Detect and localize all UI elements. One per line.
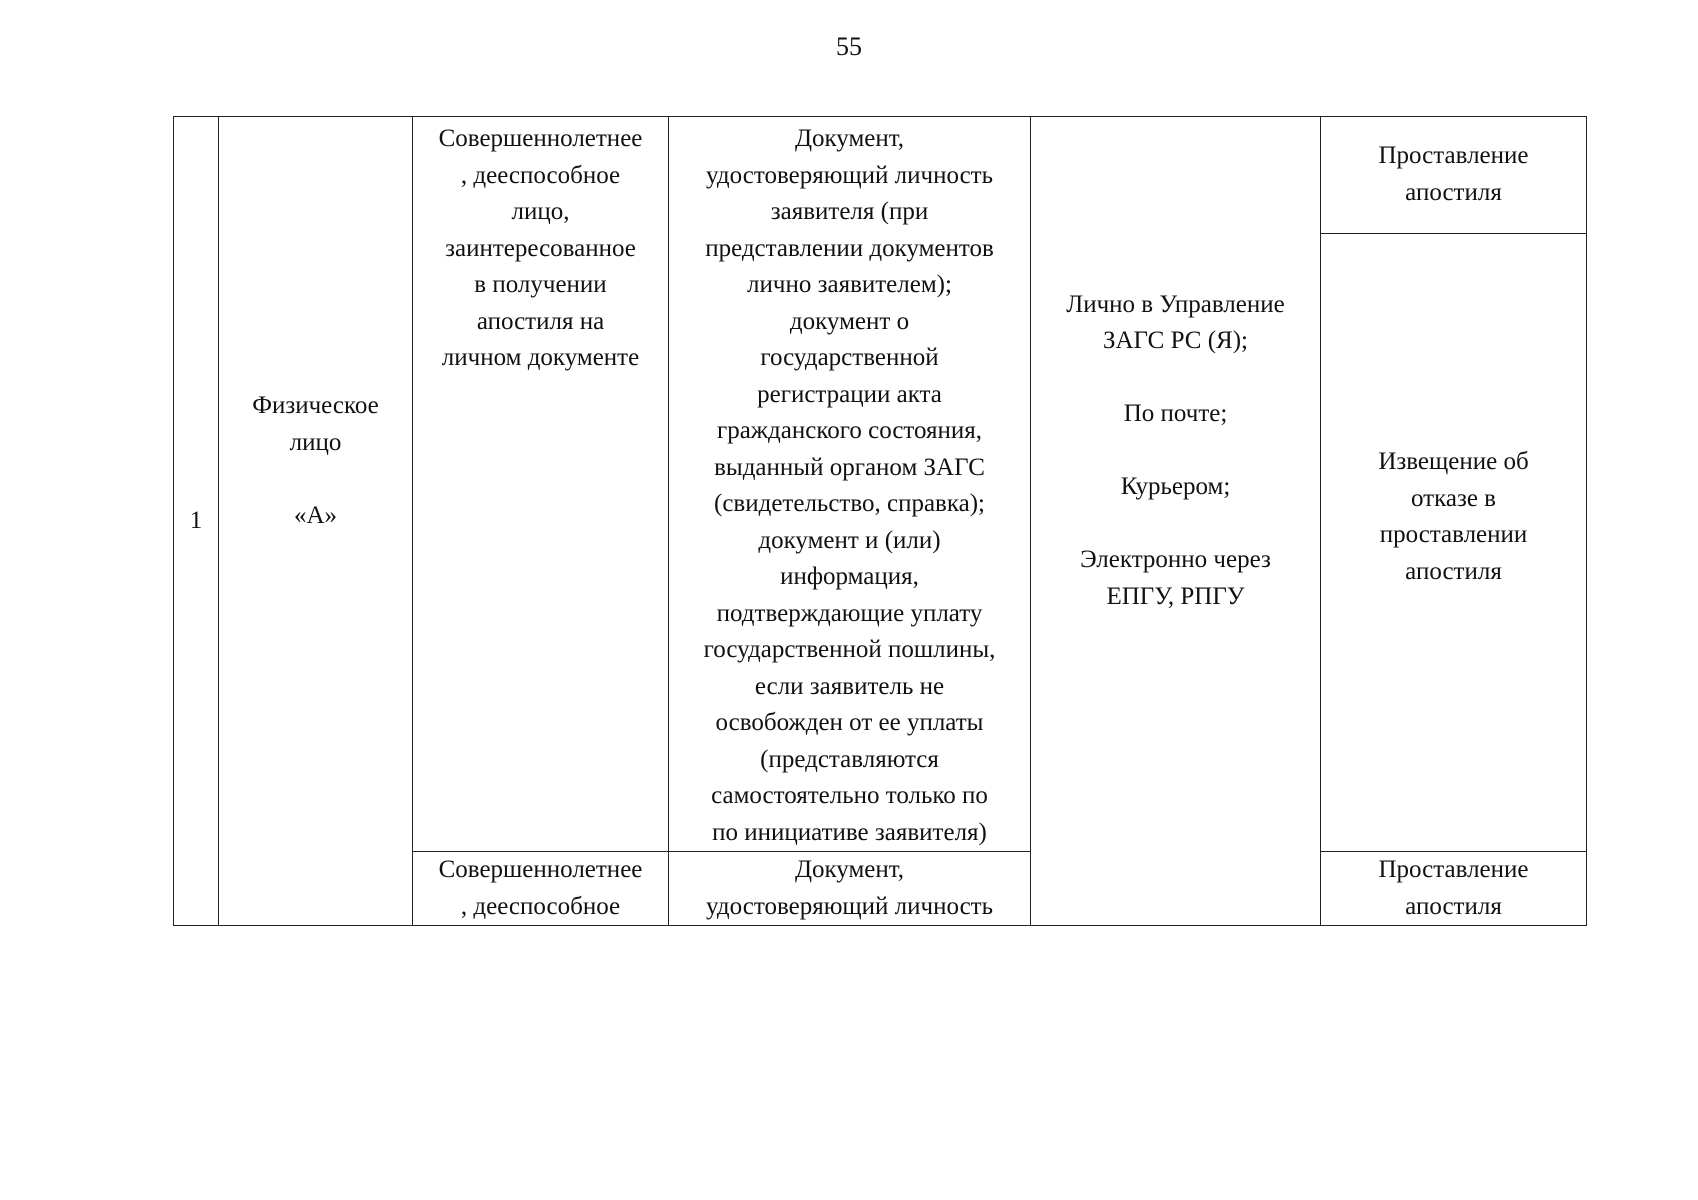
document-line: регистрации акта: [757, 380, 942, 408]
category-line: Совершеннолетнее: [438, 856, 643, 883]
category-cell: [413, 117, 669, 852]
submission-line: ЕПГУ, РПГУ: [1106, 582, 1245, 610]
document-line: документ и (или): [758, 526, 941, 554]
applicant-cell: [219, 117, 413, 926]
result-line: апостиля: [1405, 557, 1502, 585]
document-line: гражданского состояния,: [716, 417, 983, 444]
submission-line: Лично в Управление: [1066, 290, 1285, 318]
document-line: лично заявителем);: [747, 271, 952, 298]
submission-cell: [1031, 117, 1321, 926]
document-line: представлении документов: [705, 234, 994, 262]
result-line: проставлении: [1379, 521, 1528, 549]
document-line: (представляются: [760, 745, 939, 773]
category-line: лицо,: [511, 198, 570, 225]
result-line: Проставление: [1378, 856, 1529, 883]
submission-line: ЗАГС РС (Я);: [1102, 327, 1249, 355]
document-line: самостоятельно только по: [711, 782, 988, 809]
document-line: Документ,: [794, 125, 905, 152]
category-line: , дееспособное: [460, 161, 621, 189]
document-line: государственной пошлины,: [703, 636, 996, 663]
result-cell: [1321, 117, 1587, 234]
document-line: документ о: [789, 307, 910, 335]
result-line: Извещение об: [1378, 448, 1529, 476]
documents-cell: [669, 852, 1031, 926]
document-line: Документ,: [794, 856, 905, 883]
documents-cell: [669, 117, 1031, 852]
category-line: апостиля на: [476, 307, 605, 335]
row-number-cell: [174, 117, 219, 926]
document-line: если заявитель не: [754, 672, 945, 700]
document-line: освобожден от ее уплаты: [715, 709, 984, 736]
document-line: выданный органом ЗАГС: [714, 453, 985, 481]
result-line: отказе в: [1411, 484, 1496, 512]
document-line: информация,: [780, 563, 919, 590]
category-line: , дееспособное: [460, 892, 621, 920]
document-line: заявителя (при: [770, 198, 929, 225]
submission-line: По почте;: [1123, 400, 1228, 428]
document-line: государственной: [760, 344, 939, 371]
row-number: 1: [189, 506, 203, 534]
category-line: в получении: [474, 271, 607, 298]
category-line: заинтересованное: [445, 234, 636, 262]
page-number: 55: [836, 32, 862, 61]
submission-line: Курьером;: [1120, 473, 1231, 501]
document-line: подтверждающие уплату: [716, 599, 983, 627]
result-cell: [1321, 852, 1587, 926]
document-line: (свидетельство, справка);: [714, 490, 985, 517]
result-line: Проставление: [1378, 142, 1529, 170]
result-line: апостиля: [1405, 178, 1502, 206]
category-cell: [413, 852, 669, 926]
result-refusal-cell: [1321, 233, 1587, 851]
services-table: [173, 116, 1587, 926]
document-line: удостоверяющий личность: [706, 892, 993, 920]
submission-line: Электронно через: [1080, 546, 1271, 574]
document-line: по инициативе заявителя): [712, 818, 987, 846]
result-line: апостиля: [1405, 892, 1502, 920]
category-line: Совершеннолетнее: [438, 125, 643, 152]
applicant-line: Физическое: [252, 392, 379, 419]
applicant-line: лицо: [289, 428, 342, 456]
document-line: удостоверяющий личность: [706, 161, 993, 189]
category-line: личном документе: [441, 344, 640, 371]
applicant-line: «А»: [293, 501, 338, 529]
